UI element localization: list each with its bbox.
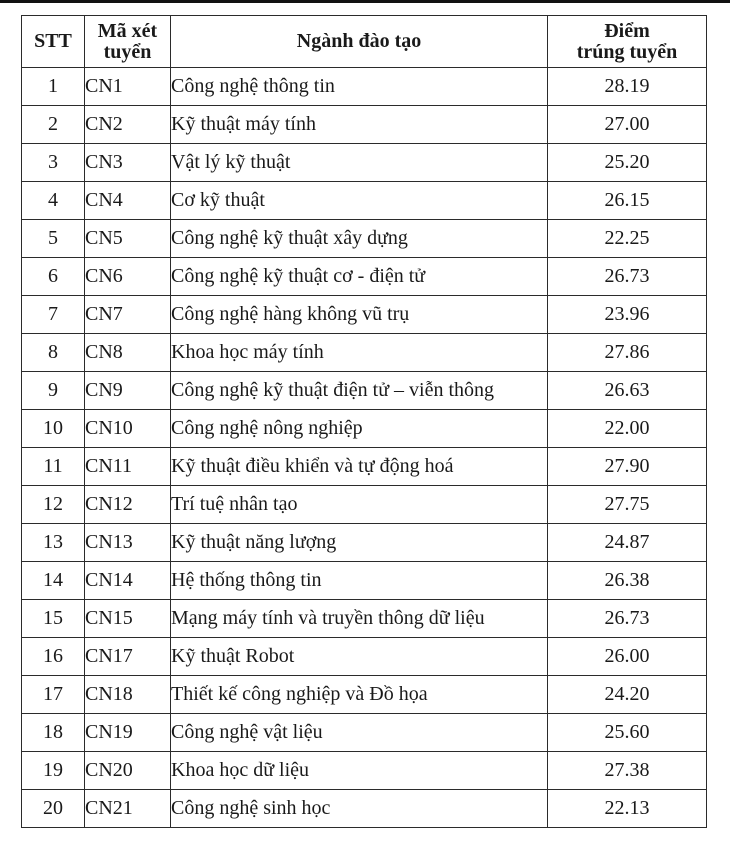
stt-cell: 14 <box>22 562 85 600</box>
major-cell: Kỹ thuật năng lượng <box>171 524 548 562</box>
code-cell: CN6 <box>85 258 171 296</box>
table-row <box>22 182 707 220</box>
major-cell: Kỹ thuật máy tính <box>171 106 548 144</box>
score-cell: 26.73 <box>548 258 707 296</box>
table-row <box>22 334 707 372</box>
code-cell: CN10 <box>85 410 171 448</box>
stt-cell: 7 <box>22 296 85 334</box>
table-row <box>22 638 707 676</box>
code-cell: CN1 <box>85 68 171 106</box>
table-row <box>22 68 707 106</box>
table-row <box>22 524 707 562</box>
score-cell: 27.86 <box>548 334 707 372</box>
code-cell: CN7 <box>85 296 171 334</box>
major-cell: Công nghệ kỹ thuật điện tử – viễn thông <box>171 372 548 410</box>
table-body <box>22 68 707 828</box>
major-cell: Khoa học máy tính <box>171 334 548 372</box>
admission-scores-table <box>21 15 707 828</box>
header-row <box>22 16 707 68</box>
stt-cell: 4 <box>22 182 85 220</box>
score-cell: 25.20 <box>548 144 707 182</box>
major-cell: Kỹ thuật điều khiển và tự động hoá <box>171 448 548 486</box>
major-cell: Công nghệ thông tin <box>171 68 548 106</box>
score-cell: 27.75 <box>548 486 707 524</box>
major-cell: Công nghệ sinh học <box>171 790 548 828</box>
table-row <box>22 486 707 524</box>
score-cell: 27.38 <box>548 752 707 790</box>
stt-cell: 6 <box>22 258 85 296</box>
stt-cell: 17 <box>22 676 85 714</box>
code-cell: CN19 <box>85 714 171 752</box>
score-cell: 25.60 <box>548 714 707 752</box>
stt-cell: 13 <box>22 524 85 562</box>
table-row <box>22 258 707 296</box>
header-major: Ngành đào tạo <box>171 16 548 68</box>
table-row <box>22 676 707 714</box>
score-cell: 24.87 <box>548 524 707 562</box>
major-cell: Thiết kế công nghiệp và Đồ họa <box>171 676 548 714</box>
header-stt: STT <box>22 16 85 68</box>
stt-cell: 11 <box>22 448 85 486</box>
code-cell: CN20 <box>85 752 171 790</box>
header-score-line1: Điểm <box>604 19 650 42</box>
score-cell: 22.13 <box>548 790 707 828</box>
major-cell: Hệ thống thông tin <box>171 562 548 600</box>
major-cell: Vật lý kỹ thuật <box>171 144 548 182</box>
code-cell: CN15 <box>85 600 171 638</box>
stt-cell: 18 <box>22 714 85 752</box>
score-cell: 26.38 <box>548 562 707 600</box>
code-cell: CN18 <box>85 676 171 714</box>
table-header <box>22 16 707 68</box>
stt-cell: 10 <box>22 410 85 448</box>
code-cell: CN17 <box>85 638 171 676</box>
code-cell: CN4 <box>85 182 171 220</box>
score-cell: 23.96 <box>548 296 707 334</box>
code-cell: CN12 <box>85 486 171 524</box>
stt-cell: 2 <box>22 106 85 144</box>
major-cell: Công nghệ kỹ thuật xây dựng <box>171 220 548 258</box>
score-cell: 26.00 <box>548 638 707 676</box>
stt-cell: 1 <box>22 68 85 106</box>
header-score <box>548 16 707 68</box>
score-cell: 24.20 <box>548 676 707 714</box>
stt-cell: 3 <box>22 144 85 182</box>
major-cell: Trí tuệ nhân tạo <box>171 486 548 524</box>
table-row <box>22 220 707 258</box>
major-cell: Công nghệ kỹ thuật cơ - điện tử <box>171 258 548 296</box>
header-score-line2: trúng tuyển <box>576 40 678 63</box>
score-cell: 26.15 <box>548 182 707 220</box>
header-code-line1: Mã xét <box>97 19 158 42</box>
major-cell: Công nghệ vật liệu <box>171 714 548 752</box>
score-cell: 27.00 <box>548 106 707 144</box>
score-cell: 28.19 <box>548 68 707 106</box>
table-row <box>22 562 707 600</box>
stt-cell: 5 <box>22 220 85 258</box>
code-cell: CN3 <box>85 144 171 182</box>
code-cell: CN8 <box>85 334 171 372</box>
major-cell: Khoa học dữ liệu <box>171 752 548 790</box>
major-cell: Mạng máy tính và truyền thông dữ liệu <box>171 600 548 638</box>
stt-cell: 19 <box>22 752 85 790</box>
code-cell: CN21 <box>85 790 171 828</box>
table-row <box>22 106 707 144</box>
stt-cell: 16 <box>22 638 85 676</box>
table-row <box>22 714 707 752</box>
score-cell: 22.25 <box>548 220 707 258</box>
stt-cell: 9 <box>22 372 85 410</box>
major-cell: Công nghệ nông nghiệp <box>171 410 548 448</box>
table-row <box>22 752 707 790</box>
table-row <box>22 448 707 486</box>
stt-cell: 20 <box>22 790 85 828</box>
score-cell: 27.90 <box>548 448 707 486</box>
score-cell: 26.73 <box>548 600 707 638</box>
major-cell: Cơ kỹ thuật <box>171 182 548 220</box>
table-row <box>22 144 707 182</box>
code-cell: CN11 <box>85 448 171 486</box>
stt-cell: 8 <box>22 334 85 372</box>
table-row <box>22 410 707 448</box>
top-border <box>0 0 730 3</box>
code-cell: CN5 <box>85 220 171 258</box>
code-cell: CN14 <box>85 562 171 600</box>
table-row <box>22 372 707 410</box>
major-cell: Kỹ thuật Robot <box>171 638 548 676</box>
code-cell: CN2 <box>85 106 171 144</box>
table-row <box>22 790 707 828</box>
score-cell: 22.00 <box>548 410 707 448</box>
table-row <box>22 600 707 638</box>
score-cell: 26.63 <box>548 372 707 410</box>
code-cell: CN13 <box>85 524 171 562</box>
table-row <box>22 296 707 334</box>
code-cell: CN9 <box>85 372 171 410</box>
major-cell: Công nghệ hàng không vũ trụ <box>171 296 548 334</box>
header-code-line2: tuyển <box>103 40 152 63</box>
header-code <box>85 16 171 68</box>
stt-cell: 12 <box>22 486 85 524</box>
stt-cell: 15 <box>22 600 85 638</box>
